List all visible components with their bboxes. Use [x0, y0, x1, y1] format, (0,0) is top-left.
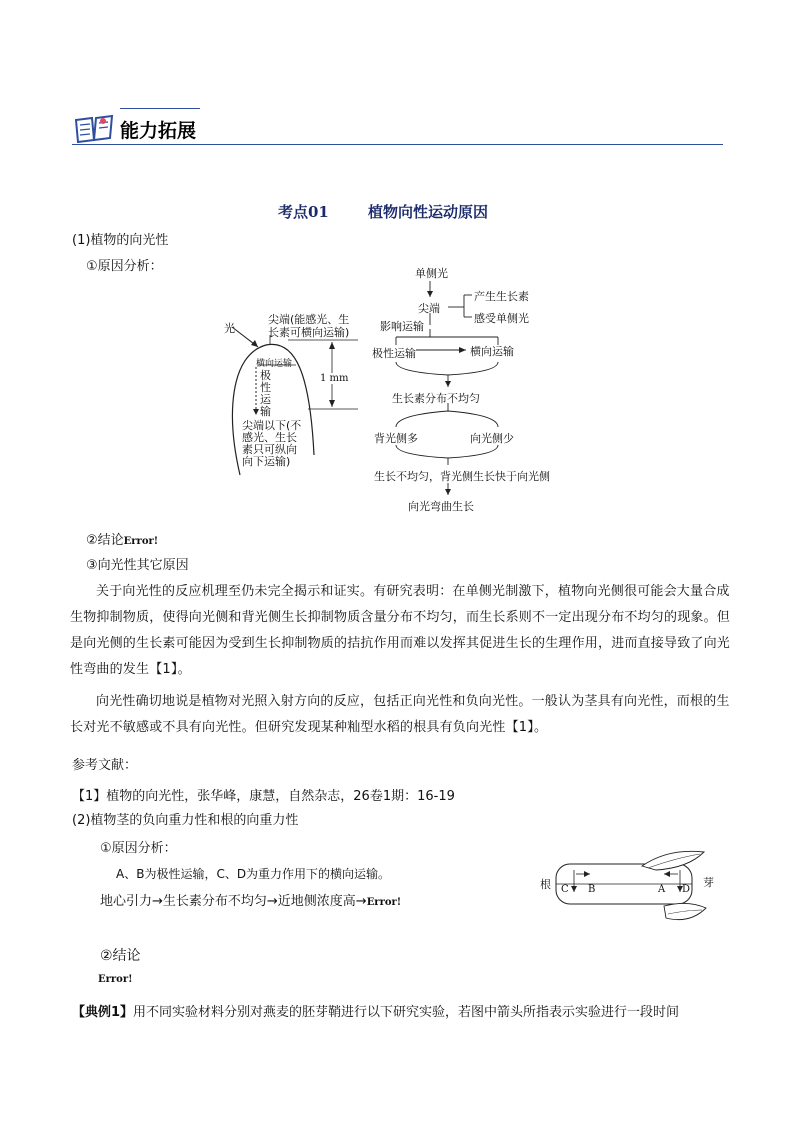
mm-label: 1 mm	[320, 373, 349, 384]
lower-line: 感光、生长	[242, 431, 297, 444]
label-A: A	[658, 884, 666, 895]
tip-label-1: 尖端(能感光、生	[268, 313, 350, 326]
conclusion-error: Error!	[123, 536, 159, 547]
example-label: 【典例1】	[72, 1005, 134, 1020]
flow-node-tip: 尖端	[418, 302, 440, 315]
kaodian-title: 植物向性运动原因	[368, 203, 489, 221]
polar-char: 输	[260, 405, 271, 418]
flow-node-growth: 生长不均匀，背光侧生长快于向光侧	[374, 470, 550, 483]
flow-node-bend: 向光弯曲生长	[408, 500, 474, 513]
references-label: 参考文献：	[72, 758, 138, 773]
conclusion-label: ②结论	[86, 533, 124, 548]
bud-label: 芽	[703, 876, 714, 889]
book-icon	[72, 112, 116, 144]
lower-line: 素只可纵向	[242, 443, 297, 456]
lower-part-label	[242, 420, 301, 468]
example-1	[72, 1004, 679, 1021]
polar-chars	[260, 370, 272, 418]
reference-1: 【1】植物的向光性，张华峰，康慧，自然杂志，26卷1期：16-19	[72, 789, 455, 804]
flow-node-lateral: 横向运输	[470, 345, 514, 358]
part2-conclusion-error: Error!	[98, 974, 133, 985]
header-accent-line	[120, 108, 200, 109]
example-text: 用不同实验材料分别对燕麦的胚芽鞘进行以下研究实验，若图中箭头所指表示实验进行一段时间	[133, 1005, 680, 1020]
lower-line: 向下运输)	[242, 455, 291, 468]
kaodian-label: 考点01	[278, 203, 329, 221]
part2-heading: (2)植物茎的负向重力性和根的向重力性	[72, 813, 299, 828]
polar-char: 性	[260, 381, 271, 394]
polar-char: 运	[260, 393, 271, 406]
gravity-chain: 地心引力→生长素分布不均匀→近地侧浓度高→	[100, 894, 367, 909]
header-rule	[72, 144, 723, 145]
flow-branch-sense: 感受单侧光	[474, 312, 529, 325]
part2-line1: A、B为极性运输，C、D为重力作用下的横向运输。	[116, 867, 391, 881]
part1-heading: (1)植物的向光性	[72, 233, 169, 248]
flow-node-polar: 极性运输	[372, 347, 416, 360]
gravity-error: Error!	[366, 897, 402, 908]
part1-other-causes: ③向光性其它原因	[86, 558, 189, 573]
root-label: 根	[540, 878, 551, 891]
part2-conclusion: ②结论	[100, 948, 141, 964]
paragraph-1: 关于向光性的反应机理至仍未完全揭示和证实。有研究表明：在单侧光制激下，植物向光侧很可能会大量合成生物抑制物质，使得向光侧和背光侧生长抑制物质含量分布不均匀，而生长系则不一定出现分布不均匀的现象。但是向光侧的生长素可能因为受到生长抑制物质的拮抗作用而难以发挥其促进生长的生理作用，进而直接导致了向光性弯曲的发生【1】。	[70, 584, 731, 677]
part1-conclusion	[86, 532, 158, 550]
flow-node-shade: 背光侧多	[374, 432, 418, 445]
tip-label-2: 长素可横向运输)	[268, 326, 350, 339]
flow-node-sunny: 向光侧少	[470, 432, 514, 445]
label-B: B	[588, 884, 596, 895]
section-title: 能力拓展	[120, 120, 197, 142]
polar-char: 极	[260, 369, 271, 382]
paragraph-2: 向光性确切地说是植物对光照入射方向的反应，包括正向光性和负向光性。一般认为茎具有向光性，而根的生长对光不敏感或不具有向光性。但研究发现某种籼型水稻的根具有负向光性【1】。	[70, 694, 730, 735]
label-D: D	[682, 884, 691, 895]
light-label: 光	[224, 322, 235, 335]
flow-node-uneven: 生长素分布不均匀	[392, 392, 480, 405]
part2-analysis: ①原因分析：	[100, 841, 177, 856]
label-C: C	[561, 884, 569, 895]
flow-branch-produce: 产生生长素	[474, 290, 529, 303]
part2-line2	[100, 893, 401, 911]
flow-node-light: 单侧光	[415, 267, 448, 280]
lateral-label: 横向运输	[256, 359, 293, 369]
lower-line: 尖端以下(不	[242, 419, 302, 432]
flow-node-affect: 影响运输	[380, 320, 424, 333]
part1-analysis: ①原因分析：	[86, 259, 163, 274]
